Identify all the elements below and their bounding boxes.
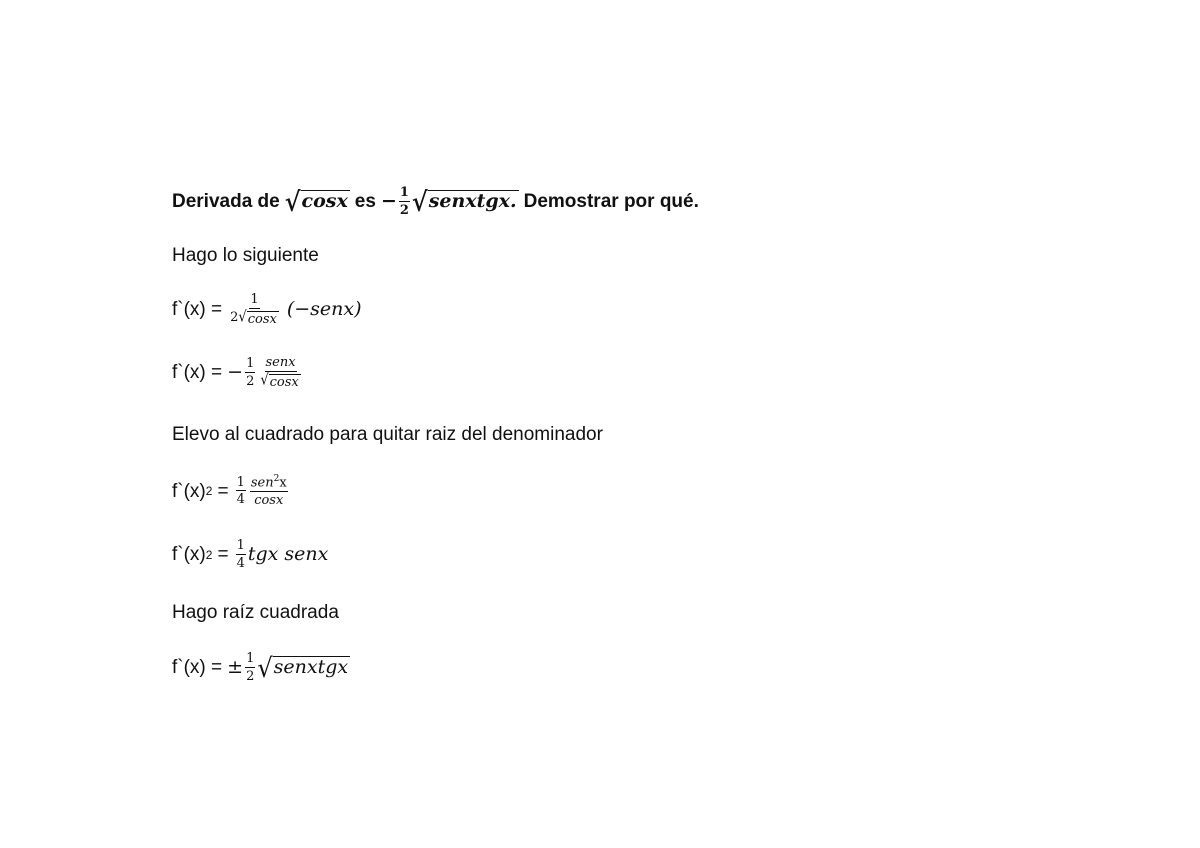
eq5-sqrt: √ senxtgx <box>257 652 349 684</box>
eq1-fraction: 1 2 √ cosx <box>230 292 277 327</box>
title-suffix: Demostrar por qué. <box>523 191 699 213</box>
equation-5 <box>172 652 350 683</box>
title-fraction: $\frac{1}{2}$ <box>399 185 409 218</box>
equation-1 <box>172 293 362 326</box>
eq5-plus-minus: ± <box>227 656 244 679</box>
eq3-fraction-sen2: $\frac{sen^2x}{\cos x}$ <box>250 474 287 508</box>
eq2-lhs: f`(x) = <box>172 362 223 384</box>
equation-3: f`(x) 2 = $\frac{1}{4}$ $\frac{sen^2x}{\cos x}$ <box>172 474 287 508</box>
eq1-rhs: (−senx) <box>286 298 362 321</box>
title-sqrt-cos: √ cosx <box>284 185 348 218</box>
problem-statement <box>172 186 699 217</box>
text-line-elevo <box>172 425 603 444</box>
equation-4: f`(x) 2 = $\frac{1}{4}$ tgx senx <box>172 538 329 571</box>
eq3-fraction-quarter: $\frac{1}{4}$ <box>236 474 245 508</box>
text-line-hago <box>172 246 319 265</box>
eq4-rhs: tgx senx <box>247 543 329 566</box>
eq3-equals: = <box>217 480 229 502</box>
equation-2 <box>172 356 304 389</box>
eq4-equals: = <box>217 544 229 566</box>
eq2-fraction-half: $\frac{1}{2}$ <box>246 356 255 389</box>
text-line-raiz <box>172 603 339 622</box>
eq3-lhs: f`(x) <box>172 480 206 502</box>
text-hago-lo-siguiente: Hago lo siguiente <box>172 245 319 266</box>
eq2-minus: − <box>227 361 244 384</box>
title-sqrt-senxtgx: √ senxtgx. <box>411 185 517 218</box>
eq2-fraction-senx: senx √ cosx <box>260 355 299 390</box>
eq1-lhs: f`(x) = <box>172 299 223 321</box>
text-elevo-al-cuadrado: Elevo al cuadrado para quitar raiz del denominador <box>172 424 603 445</box>
title-es: es <box>354 191 376 213</box>
text-hago-raiz-cuadrada: Hago raíz cuadrada <box>172 602 339 623</box>
eq5-fraction-half: $\frac{1}{2}$ <box>246 651 255 684</box>
eq5-lhs: f`(x) = <box>172 657 223 679</box>
title-minus: − <box>380 190 397 213</box>
title-prefix: Derivada de <box>172 191 280 213</box>
eq4-lhs: f`(x) <box>172 544 206 566</box>
eq4-fraction-quarter: $\frac{1}{4}$ <box>236 538 245 571</box>
